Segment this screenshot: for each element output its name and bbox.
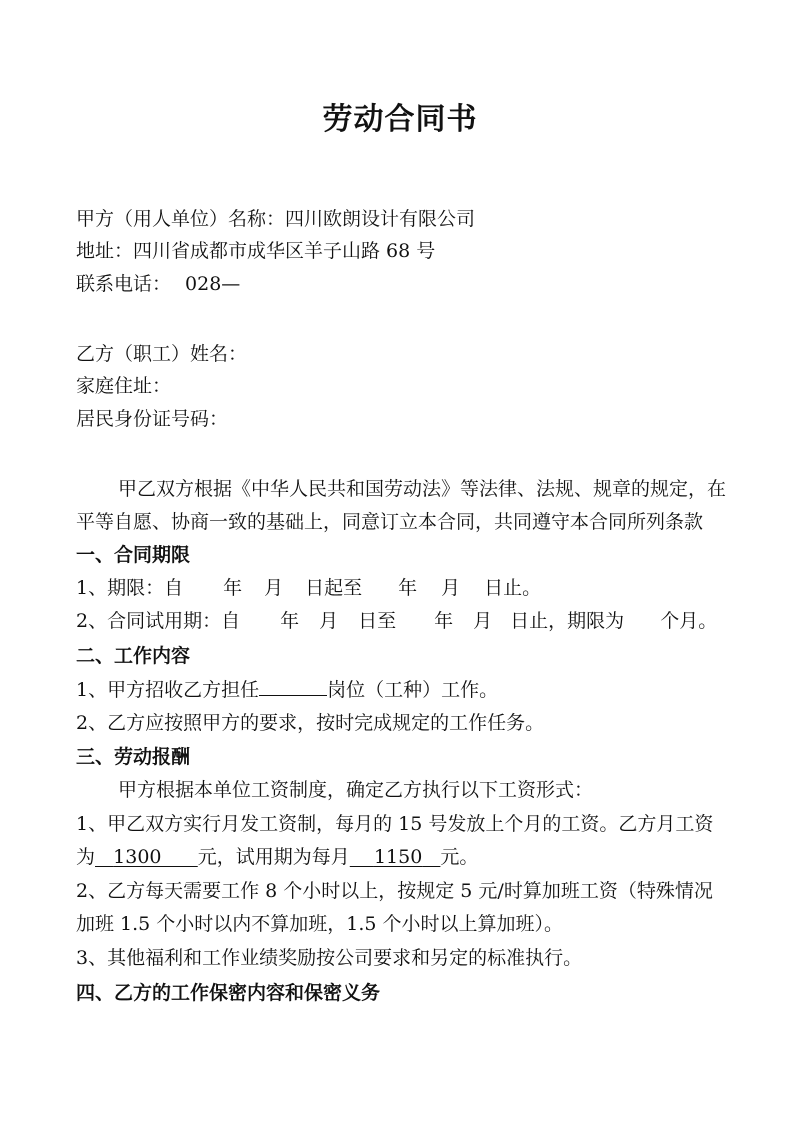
party-a-address-value: 四川省成都市成华区羊子山路 68 号 xyxy=(133,240,436,262)
term-item-1-year-end: 年 xyxy=(398,577,418,599)
pay-item-1-line-2 xyxy=(76,843,478,871)
pay-intro: 甲方根据本单位工资制度，确定乙方执行以下工资形式： xyxy=(118,779,594,801)
term-item-2-from: 2、合同试用期：自 xyxy=(76,610,241,632)
term-item-1-day-to: 日起至 xyxy=(305,577,363,599)
page-title: 劳动合同书 xyxy=(322,102,478,137)
position-blank xyxy=(259,677,327,696)
pay-item-1-line-1: 1、甲乙双方实行月发工资制，每月的 15 号发放上个月的工资。乙方月工资 xyxy=(76,813,714,835)
term-item-1-month: 月 xyxy=(264,577,284,599)
term-item-1-year: 年 xyxy=(223,577,243,599)
party-b-id-label: 居民身份证号码： xyxy=(76,408,229,430)
term-item-2-day-to: 日至 xyxy=(358,610,397,632)
term-item-2-day-end: 日止，期限为 xyxy=(510,610,625,632)
term-item-2-year-end: 年 xyxy=(434,610,454,632)
party-b-name-row xyxy=(76,340,247,368)
intro-line-1: 甲乙双方根据《中华人民共和国劳动法》等法律、法规、规章的规定，在 xyxy=(118,478,727,500)
intro-line-2: 平等自愿、协商一致的基础上，同意订立本合同，共同遵守本合同所列条款 xyxy=(76,511,704,533)
pay-item-1-mid: 元，试用期为每月 xyxy=(197,846,350,868)
term-item-2 xyxy=(76,607,717,635)
party-b-id-row xyxy=(76,405,228,433)
term-item-2-months: 个月。 xyxy=(660,610,718,632)
section-1-heading: 一、合同期限 xyxy=(76,544,191,566)
pay-item-1-pre: 为 xyxy=(76,846,96,868)
pay-item-3: 3、其他福利和工作业绩奖励按公司要求和另定的标准执行。 xyxy=(76,947,583,969)
work-item-1 xyxy=(76,676,498,704)
party-a-phone-label: 联系电话： xyxy=(76,273,172,295)
party-a-address-row xyxy=(76,237,435,265)
party-b-home-label: 家庭住址： xyxy=(76,375,172,397)
pay-item-2-line-1: 2、乙方每天需要工作 8 个小时以上，按规定 5 元/时算加班工资（特殊情况 xyxy=(76,880,713,902)
term-item-1-day-end: 日止。 xyxy=(484,577,542,599)
term-item-2-year: 年 xyxy=(280,610,300,632)
term-item-1 xyxy=(76,574,541,602)
party-b-name-label: 乙方（职工）姓名： xyxy=(76,343,248,365)
monthly-salary: 1300 xyxy=(113,846,162,868)
work-item-2: 2、乙方应按照甲方的要求，按时完成规定的工作任务。 xyxy=(76,712,545,734)
work-item-1-post: 岗位（工种）工作。 xyxy=(327,679,499,701)
party-a-name-row xyxy=(76,205,475,233)
term-item-1-from: 1、期限：自 xyxy=(76,577,184,599)
party-a-name-label: 甲方（用人单位）名称： xyxy=(76,208,286,230)
party-a-phone-value: 028— xyxy=(185,273,241,295)
section-3-heading: 三、劳动报酬 xyxy=(76,746,191,768)
pay-item-1-post: 元。 xyxy=(440,846,479,868)
probation-salary: 1150 xyxy=(373,846,423,868)
term-item-1-month-end: 月 xyxy=(441,577,461,599)
pay-item-2-line-2: 加班 1.5 个小时以内不算加班，1.5 个小时以上算加班）。 xyxy=(76,913,564,935)
party-b-home-row xyxy=(76,372,171,400)
section-2-heading: 二、工作内容 xyxy=(76,645,191,667)
section-4-heading: 四、乙方的工作保密内容和保密义务 xyxy=(76,982,381,1004)
work-item-1-pre: 1、甲方招收乙方担任 xyxy=(76,679,260,701)
term-item-2-month: 月 xyxy=(319,610,339,632)
party-a-name-value: 四川欧朗设计有限公司 xyxy=(285,208,476,230)
term-item-2-month-end: 月 xyxy=(473,610,493,632)
party-a-phone-row xyxy=(76,270,240,298)
party-a-address-label: 地址： xyxy=(76,240,134,262)
